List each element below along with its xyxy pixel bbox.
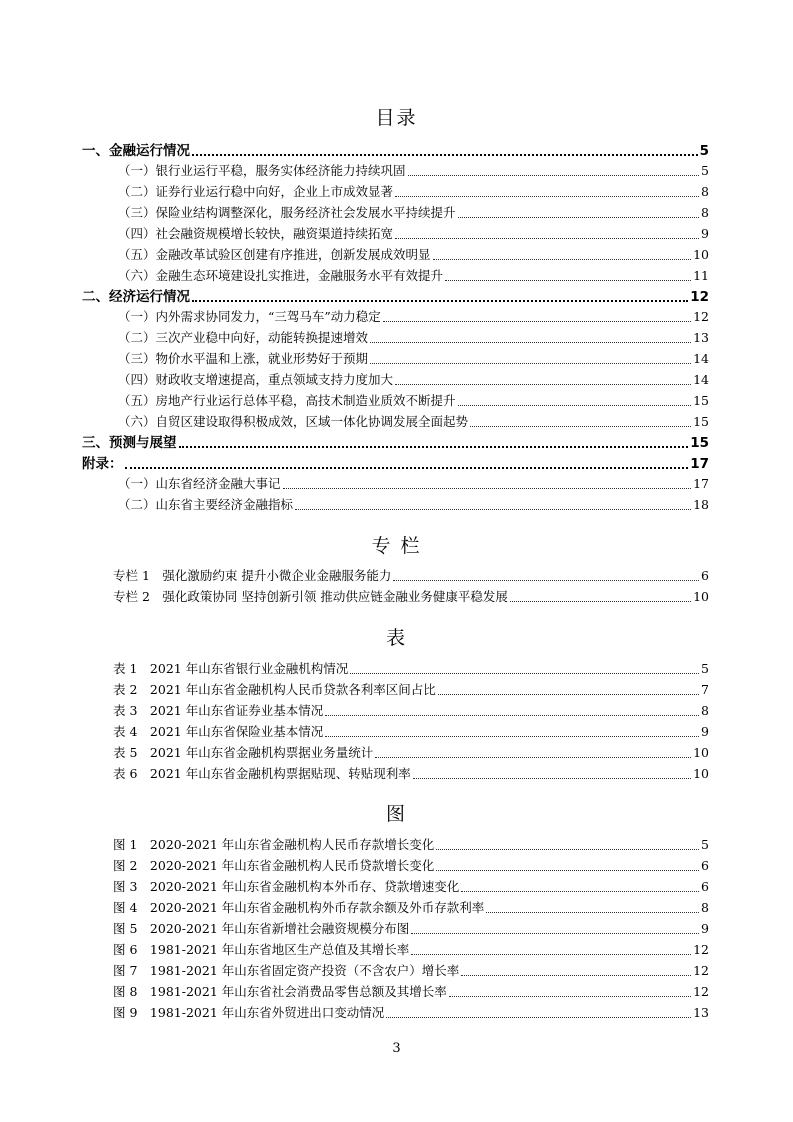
dot-leader xyxy=(395,182,699,197)
figure-entry[interactable] xyxy=(113,939,709,960)
dot-leader xyxy=(449,982,691,997)
table-entry-label: 表 6 2021 年山东省金融机构票据贴现、转贴现利率 xyxy=(113,766,411,781)
toc-entry-label: （六）自贸区建设取得积极成效，区域一体化协调发展全面起势 xyxy=(118,414,469,429)
toc-entry[interactable] xyxy=(118,306,709,327)
figure-entry[interactable] xyxy=(113,960,709,981)
toc-entry[interactable] xyxy=(118,473,709,494)
toc-entry-label: （五）房地产行业运行总体平稳，高技术制造业质效不断提升 xyxy=(118,393,456,408)
table-entry-label: 表 4 2021 年山东省保险业基本情况 xyxy=(113,724,324,739)
table-entry-page: 5 xyxy=(701,661,709,676)
dot-leader xyxy=(438,680,699,695)
toc-entry-section-3[interactable] xyxy=(82,431,709,452)
dot-leader xyxy=(413,764,691,779)
dot-leader xyxy=(395,224,699,239)
toc-entry-label: （二）证券行业运行稳中向好，企业上市成效显著 xyxy=(118,184,394,199)
figure-entry-label: 图 8 1981-2021 年山东省社会消费品零售总额及其增长率 xyxy=(113,984,447,999)
column-entry[interactable] xyxy=(113,565,709,586)
toc-entry[interactable] xyxy=(118,327,709,348)
figure-entry[interactable] xyxy=(113,876,709,897)
toc-entry-page: 5 xyxy=(699,143,709,159)
toc-entry-label: （二）三次产业稳中向好，动能转换提速增效 xyxy=(118,330,369,345)
dot-leader xyxy=(283,474,692,489)
figures-title: 图 xyxy=(385,803,407,825)
figure-entry-page: 13 xyxy=(693,1005,709,1020)
dot-leader xyxy=(433,245,692,260)
toc-entry-page: 15 xyxy=(690,435,709,451)
toc-entry-page: 10 xyxy=(693,247,709,262)
toc-entry-page: 14 xyxy=(693,372,709,387)
toc-entry[interactable] xyxy=(118,181,709,202)
table-entry-label: 表 1 2021 年山东省银行业金融机构情况 xyxy=(113,661,349,676)
dot-leader xyxy=(370,328,691,343)
figure-entry-page: 6 xyxy=(701,858,709,873)
figure-entry-label: 图 2 2020-2021 年山东省金融机构人民币贷款增长变化 xyxy=(113,858,435,873)
figure-entry[interactable] xyxy=(113,981,709,1002)
toc-entry-label: 附录： xyxy=(82,456,123,472)
figure-entry[interactable] xyxy=(113,918,709,939)
toc-entry-page: 18 xyxy=(693,497,709,512)
table-entry[interactable] xyxy=(113,679,709,700)
table-entry[interactable] xyxy=(113,700,709,721)
figure-entry-label: 图 7 1981-2021 年山东省固定资产投资（不含农户）增长率 xyxy=(113,963,460,978)
toc-entry-label: （一）山东省经济金融大事记 xyxy=(118,476,281,491)
toc-entry-label: （六）金融生态环境建设扎实推进，金融服务水平有效提升 xyxy=(118,268,444,283)
toc-entry-page: 5 xyxy=(701,163,709,178)
toc-entry[interactable] xyxy=(118,369,709,390)
toc-entry[interactable] xyxy=(118,348,709,369)
figure-entry[interactable] xyxy=(113,897,709,918)
table-entry[interactable] xyxy=(113,721,709,742)
column-entry-label: 专栏 1 强化激励约束 提升小微企业金融服务能力 xyxy=(113,568,392,583)
figure-entry-page: 9 xyxy=(701,921,709,936)
toc-entry-label: （二）山东省主要经济金融指标 xyxy=(118,497,294,512)
toc-entry-page: 11 xyxy=(693,268,709,283)
toc-entry-section-2[interactable] xyxy=(82,285,709,306)
toc-entry[interactable] xyxy=(118,244,709,265)
table-entry-page: 7 xyxy=(701,682,709,697)
toc-entry-page: 15 xyxy=(693,414,709,429)
dot-leader xyxy=(436,835,699,850)
dot-leader xyxy=(411,940,691,955)
figure-entry[interactable] xyxy=(113,1002,709,1023)
columns-title: 专 栏 xyxy=(371,535,422,557)
dot-leader xyxy=(458,203,700,218)
toc-entry-page: 13 xyxy=(693,330,709,345)
dot-leader xyxy=(350,659,699,674)
dot-leader xyxy=(393,566,699,581)
toc-entry-page: 8 xyxy=(701,184,709,199)
table-entry-label: 表 3 2021 年山东省证券业基本情况 xyxy=(113,703,324,718)
toc-entry[interactable] xyxy=(118,411,709,432)
toc-entry-page: 17 xyxy=(690,456,709,472)
toc-entry[interactable] xyxy=(118,494,709,515)
dot-leader xyxy=(458,391,692,406)
toc-entry-page: 12 xyxy=(690,289,709,305)
toc-entry-page: 12 xyxy=(693,309,709,324)
toc-entry[interactable] xyxy=(118,265,709,286)
table-entry[interactable] xyxy=(113,742,709,763)
dot-leader xyxy=(510,587,691,602)
dot-leader xyxy=(386,1003,691,1018)
figure-entry-page: 12 xyxy=(693,984,709,999)
table-entry-page: 10 xyxy=(693,745,709,760)
table-entry-label: 表 2 2021 年山东省金融机构人民币贷款各利率区间占比 xyxy=(113,682,436,697)
column-entry[interactable] xyxy=(113,586,709,607)
toc-entry-section-1[interactable] xyxy=(82,139,709,160)
toc-title: 目录 xyxy=(375,107,418,129)
dot-leader xyxy=(375,743,691,758)
dot-leader xyxy=(408,161,700,176)
table-entry-page: 9 xyxy=(701,724,709,739)
figure-entry-page: 8 xyxy=(701,900,709,915)
figure-entry-page: 12 xyxy=(693,942,709,957)
figure-entry-page: 5 xyxy=(701,837,709,852)
toc-entry-label: 三、预测与展望 xyxy=(82,435,177,451)
toc-entry-appendix[interactable] xyxy=(82,452,709,473)
toc-entry-label: （四）财政收支增速提高，重点领域支持力度加大 xyxy=(118,372,394,387)
figure-entry-page: 12 xyxy=(693,963,709,978)
dot-leader xyxy=(370,349,691,364)
table-entry[interactable] xyxy=(113,763,709,784)
toc-entry[interactable] xyxy=(118,223,709,244)
dot-leader xyxy=(395,370,691,385)
dot-leader xyxy=(325,722,699,737)
dot-leader xyxy=(445,266,691,281)
toc-entry-label: （一）银行业运行平稳，服务实体经济能力持续巩固 xyxy=(118,163,406,178)
dot-leader xyxy=(179,432,689,448)
toc-entry-label: （三）物价水平温和上涨，就业形势好于预期 xyxy=(118,351,369,366)
toc-entry-page: 8 xyxy=(701,205,709,220)
dot-leader xyxy=(295,495,691,510)
toc-entry-label: （五）金融改革试验区创建有序推进，创新发展成效明显 xyxy=(118,247,431,262)
toc-entry-page: 17 xyxy=(693,476,709,491)
figure-entry-label: 图 4 2020-2021 年山东省金融机构外币存款余额及外币存款利率 xyxy=(113,900,485,915)
page-number: 3 xyxy=(392,1041,401,1056)
toc-entry-label: 一、金融运行情况 xyxy=(82,143,190,159)
figure-entry-label: 图 9 1981-2021 年山东省外贸进出口变动情况 xyxy=(113,1005,385,1020)
figure-entry-page: 6 xyxy=(701,879,709,894)
figure-entry-label: 图 6 1981-2021 年山东省地区生产总值及其增长率 xyxy=(113,942,410,957)
toc-entry[interactable] xyxy=(118,390,709,411)
dot-leader xyxy=(192,140,698,156)
dot-leader xyxy=(125,453,689,469)
dot-leader xyxy=(383,307,691,322)
table-entry-page: 8 xyxy=(701,703,709,718)
toc-entry-page: 9 xyxy=(701,226,709,241)
column-entry-page: 6 xyxy=(701,568,709,583)
column-entry-label: 专栏 2 强化政策协同 坚持创新引领 推动供应链金融业务健康平稳发展 xyxy=(113,589,508,604)
figure-entry-label: 图 5 2020-2021 年山东省新增社会融资规模分布图 xyxy=(113,921,410,936)
toc-entry-label: （一）内外需求协同发力，“三驾马车”动力稳定 xyxy=(118,309,381,324)
figure-entry-label: 图 3 2020-2021 年山东省金融机构本外币存、贷款增速变化 xyxy=(113,879,460,894)
dot-leader xyxy=(486,898,699,913)
table-entry-page: 10 xyxy=(693,766,709,781)
toc-entry[interactable] xyxy=(118,202,709,223)
figure-entry[interactable] xyxy=(113,855,709,876)
tables-title: 表 xyxy=(385,627,407,649)
dot-leader xyxy=(325,701,699,716)
dot-leader xyxy=(470,412,691,427)
toc-entry-label: （四）社会融资规模增长较快，融资渠道持续拓宽 xyxy=(118,226,394,241)
toc-entry[interactable] xyxy=(118,160,709,181)
figure-entry-label: 图 1 2020-2021 年山东省金融机构人民币存款增长变化 xyxy=(113,837,435,852)
dot-leader xyxy=(436,856,699,871)
dot-leader xyxy=(411,919,699,934)
dot-leader xyxy=(192,286,688,302)
table-entry-label: 表 5 2021 年山东省金融机构票据业务量统计 xyxy=(113,745,374,760)
dot-leader xyxy=(461,877,699,892)
figure-entry[interactable] xyxy=(113,834,709,855)
toc-entry-page: 15 xyxy=(693,393,709,408)
dot-leader xyxy=(461,961,691,976)
toc-entry-label: 二、经济运行情况 xyxy=(82,289,190,305)
table-entry[interactable] xyxy=(113,658,709,679)
column-entry-page: 10 xyxy=(693,589,709,604)
toc-entry-label: （三）保险业结构调整深化，服务经济社会发展水平持续提升 xyxy=(118,205,456,220)
toc-entry-page: 14 xyxy=(693,351,709,366)
